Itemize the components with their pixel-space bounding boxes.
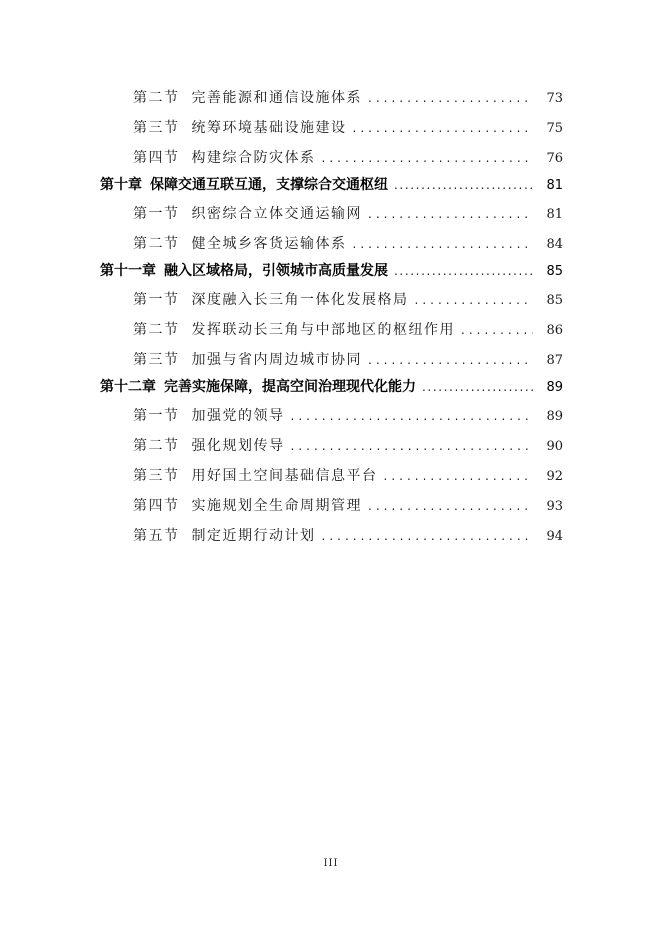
- chapter-title: 完善实施保障，提高空间治理现代化能力: [164, 379, 416, 395]
- section-number: 第四节: [133, 498, 180, 514]
- page-number: 75: [546, 121, 563, 136]
- section-number: 第二节: [133, 90, 180, 106]
- dot-leader: [322, 529, 534, 543]
- section-number: 第五节: [133, 528, 180, 544]
- dot-leader: [368, 353, 533, 367]
- page-number: 76: [546, 151, 563, 166]
- dot-leader: [422, 380, 533, 394]
- dot-leader: [394, 264, 533, 278]
- toc-entry-section[interactable]: [133, 319, 563, 341]
- dot-leader: [368, 207, 533, 221]
- section-title: 加强与省内周边城市协同: [191, 352, 362, 368]
- dot-leader: [353, 237, 534, 251]
- toc-entry-section[interactable]: [133, 87, 563, 109]
- page-number: 89: [546, 409, 563, 424]
- toc-entry-chapter[interactable]: [100, 260, 563, 282]
- toc-entry-section[interactable]: [133, 435, 563, 457]
- page-footer-number: III: [323, 858, 339, 869]
- section-title: 制定近期行动计划: [191, 528, 316, 544]
- dot-leader: [394, 178, 533, 192]
- page-number: 94: [546, 529, 563, 544]
- page-number: 85: [546, 264, 563, 279]
- section-number: 第三节: [133, 120, 180, 136]
- dot-leader: [415, 293, 534, 307]
- dot-leader: [353, 121, 534, 135]
- page-number: 81: [546, 207, 563, 222]
- page-number: 73: [546, 91, 563, 106]
- page-number: 81: [546, 178, 563, 193]
- toc-entry-section[interactable]: [133, 289, 563, 311]
- page-number: 92: [546, 469, 563, 484]
- section-number: 第二节: [133, 322, 180, 338]
- dot-leader: [368, 499, 533, 513]
- chapter-number: 第十一章: [100, 263, 156, 279]
- dot-leader: [368, 91, 533, 105]
- section-title: 构建综合防灾体系: [191, 150, 316, 166]
- section-title: 用好国土空间基础信息平台: [191, 468, 378, 484]
- section-title: 健全城乡客货运输体系: [191, 236, 347, 252]
- section-number: 第一节: [133, 408, 180, 424]
- section-title: 深度融入长三角一体化发展格局: [191, 292, 409, 308]
- section-title: 强化规划传导: [191, 438, 285, 454]
- toc-entry-section[interactable]: [133, 233, 563, 255]
- dot-leader: [461, 323, 533, 337]
- page-number: 86: [546, 323, 563, 338]
- toc-entry-section[interactable]: [133, 405, 563, 427]
- section-title: 实施规划全生命周期管理: [191, 498, 362, 514]
- section-title: 发挥联动长三角与中部地区的枢纽作用: [191, 322, 455, 338]
- section-number: 第一节: [133, 292, 180, 308]
- section-number: 第一节: [133, 206, 180, 222]
- dot-leader: [291, 439, 534, 453]
- page-number: 85: [546, 293, 563, 308]
- page-number: 84: [546, 237, 563, 252]
- chapter-title: 融入区域格局，引领城市高质量发展: [164, 263, 388, 279]
- section-title: 完善能源和通信设施体系: [191, 90, 362, 106]
- section-number: 第二节: [133, 438, 180, 454]
- chapter-title: 保障交通互联互通，支撑综合交通枢纽: [150, 177, 388, 193]
- section-title: 加强党的领导: [191, 408, 285, 424]
- toc-entry-section[interactable]: [133, 117, 563, 139]
- dot-leader: [291, 409, 534, 423]
- toc-entry-section[interactable]: [133, 147, 563, 169]
- toc-entry-chapter[interactable]: [100, 376, 563, 398]
- dot-leader: [384, 469, 534, 483]
- toc-entry-section[interactable]: [133, 349, 563, 371]
- dot-leader: [322, 151, 534, 165]
- toc-entry-chapter[interactable]: [100, 174, 563, 196]
- toc-entry-section[interactable]: [133, 203, 563, 225]
- section-title: 统筹环境基础设施建设: [191, 120, 347, 136]
- section-number: 第三节: [133, 352, 180, 368]
- page-number: 93: [546, 499, 563, 514]
- section-title: 织密综合立体交通运输网: [191, 206, 362, 222]
- section-number: 第三节: [133, 468, 180, 484]
- chapter-number: 第十二章: [100, 379, 156, 395]
- section-number: 第四节: [133, 150, 180, 166]
- page-number: 87: [546, 353, 563, 368]
- page-number: 89: [546, 380, 563, 395]
- section-number: 第二节: [133, 236, 180, 252]
- toc-entry-section[interactable]: [133, 465, 563, 487]
- chapter-number: 第十章: [100, 177, 142, 193]
- page-number: 90: [546, 439, 563, 454]
- toc-entry-section[interactable]: [133, 495, 563, 517]
- toc-entry-section[interactable]: [133, 525, 563, 547]
